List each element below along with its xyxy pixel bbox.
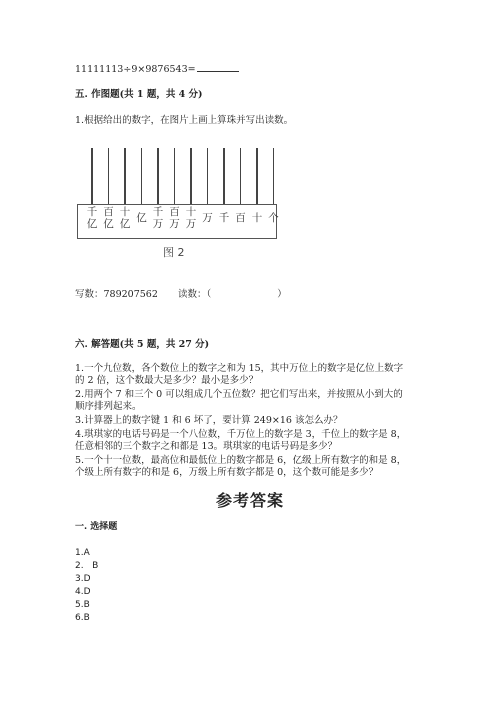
- abacus-figure: [75, 148, 285, 268]
- figure-caption: 图 2: [163, 246, 185, 259]
- abacus-rod: [141, 148, 143, 204]
- section6-text-line: 5.一个十一位数，最高位和最低位上的数字都是 6，亿级上所有数字的和是 8，: [75, 455, 407, 466]
- answer-blank: [197, 62, 239, 72]
- section6-text-line: 1.一个九位数，各个数位上的数字之和为 15，其中万位上的数字是亿位上数字: [75, 363, 404, 374]
- place-value-label: 千亿: [86, 206, 98, 230]
- answer-item: 2. B: [75, 561, 99, 571]
- expression-text: 11111113÷9×9876543=: [75, 64, 196, 75]
- abacus-rod: [190, 148, 192, 204]
- place-value-label: 百亿: [103, 206, 114, 230]
- section5-question-1: 1.根据给出的数字，在图片上画上算珠并写出读数。: [75, 115, 294, 126]
- abacus-rod: [223, 148, 225, 204]
- section6-text-line: 顺序排列起来。: [75, 401, 142, 412]
- write-label: 写数：789207562: [75, 289, 158, 300]
- place-value-label: 十: [251, 212, 263, 224]
- abacus-rod: [256, 148, 258, 204]
- expression-line: [75, 62, 239, 76]
- answer-item: 5.B: [75, 600, 90, 610]
- place-value-label: 个: [268, 212, 279, 224]
- place-value-label: 万: [202, 212, 213, 224]
- answers-title: 参考答案: [215, 491, 284, 510]
- place-value-label: 千万: [152, 206, 164, 230]
- abacus-rod: [174, 148, 176, 204]
- read-label: 读数：（: [177, 289, 212, 300]
- section6-text-line: 任意相邻的三个数字之和都是 13。琪琪家的电话号码是多少？: [75, 441, 338, 452]
- place-value-label: 十万: [185, 206, 197, 230]
- place-value-label: 百万: [169, 206, 180, 230]
- answer-item: 6.B: [75, 613, 90, 623]
- abacus-rod: [240, 148, 242, 204]
- write-read-line: [75, 288, 287, 301]
- section6-text-line: 个级上所有数字的和是 6，万级上所有数字都是 0，这个数可能是多少？: [75, 467, 379, 478]
- section6-heading: 六. 解答题(共 5 题，共 27 分): [75, 339, 210, 350]
- section5-heading: 五. 作图题(共 1 题，共 4 分): [75, 89, 203, 100]
- answer-item: 4.D: [75, 587, 91, 597]
- abacus-rod: [157, 148, 159, 204]
- abacus-rod: [124, 148, 126, 204]
- section6-text-line: 2.用两个 7 和三个 0 可以组成几个五位数？把它们写出来，并按照从小到大的: [75, 389, 403, 400]
- place-value-label: 亿: [136, 212, 147, 224]
- place-value-label: 百: [235, 212, 246, 224]
- answer-item: 1.A: [75, 548, 90, 558]
- answers-section1-heading: 一. 选择题: [75, 522, 118, 532]
- abacus-rod: [108, 148, 110, 204]
- place-value-label: 千: [218, 212, 230, 224]
- abacus-rod: [207, 148, 209, 204]
- abacus-rod: [273, 148, 275, 204]
- place-value-label: 十亿: [119, 206, 131, 230]
- section6-text-line: 的 2 倍，这个数最大是多少？最小是多少？: [75, 375, 259, 386]
- answer-item: 3.D: [75, 574, 91, 584]
- abacus-rod: [91, 148, 93, 204]
- read-close: ）: [277, 289, 287, 300]
- section6-text-line: 4.琪琪家的电话号码是一个八位数，千万位上的数字是 3，千位上的数字是 8，: [75, 429, 407, 440]
- section6-text-line: 3.计算器上的数字键 1 和 6 坏了，要计算 249×16 该怎么办？: [75, 415, 343, 426]
